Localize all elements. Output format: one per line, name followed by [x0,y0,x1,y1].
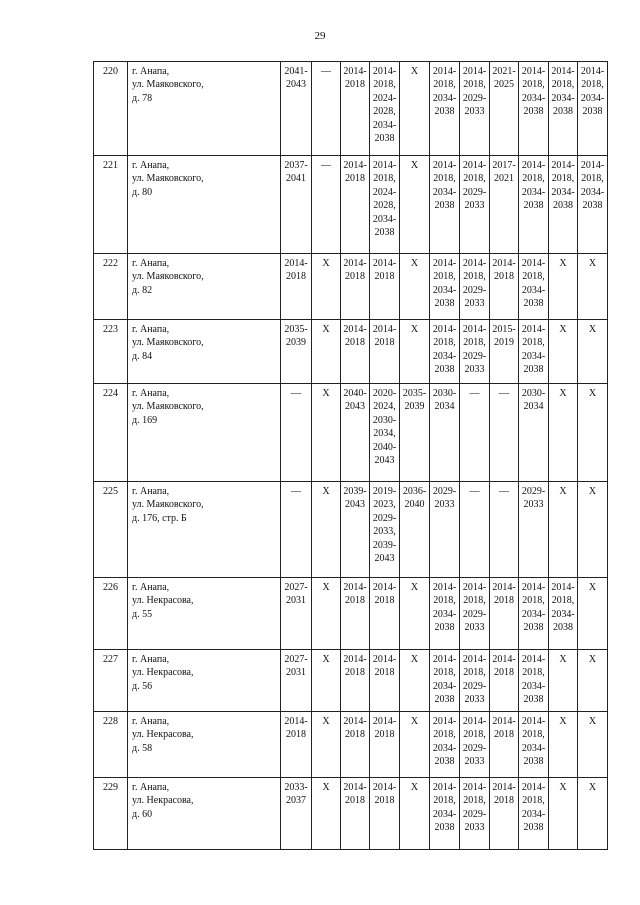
period-cell: X [312,712,341,778]
period-cell: 2014- 2018 [370,578,400,650]
period-cell: 2014- 2018, 2034- 2038 [430,650,460,712]
period-cell: X [400,650,430,712]
period-cell: 2014- 2018 [490,254,519,320]
period-cell: 2027- 2031 [281,578,312,650]
address-cell: г. Анапа, ул. Маяковского, д. 78 [128,62,281,156]
period-cell: 2014- 2018 [370,254,400,320]
row-number-cell: 226 [94,578,128,650]
period-cell: 2014- 2018, 2034- 2038 [578,62,608,156]
period-cell: 2014- 2018 [341,156,370,254]
period-cell: X [578,254,608,320]
period-cell: X [549,384,578,482]
address-cell: г. Анапа, ул. Маяковского, д. 80 [128,156,281,254]
period-cell: X [400,320,430,384]
period-cell: 2014- 2018, 2029- 2033 [460,712,490,778]
row-number-cell: 227 [94,650,128,712]
row-number-cell: 220 [94,62,128,156]
period-cell: 2014- 2018 [281,254,312,320]
period-cell: — [281,482,312,578]
period-cell: 2035- 2039 [281,320,312,384]
period-cell: X [312,650,341,712]
period-cell: — [490,384,519,482]
period-cell: 2039- 2043 [341,482,370,578]
period-cell: X [578,320,608,384]
period-cell: 2014- 2018, 2034- 2038 [578,156,608,254]
period-cell: X [549,320,578,384]
period-cell: — [460,482,490,578]
period-cell: 2033- 2037 [281,778,312,850]
period-cell: 2014- 2018, 2024- 2028, 2034- 2038 [370,62,400,156]
period-cell: 2014- 2018 [370,650,400,712]
period-cell: 2019- 2023, 2029- 2033, 2039- 2043 [370,482,400,578]
period-cell: — [281,384,312,482]
period-cell: 2014- 2018 [341,712,370,778]
period-cell: X [549,712,578,778]
period-cell: 2014- 2018, 2034- 2038 [519,320,549,384]
period-cell: 2014- 2018 [490,650,519,712]
period-cell: X [400,712,430,778]
period-cell: 2027- 2031 [281,650,312,712]
period-cell: X [578,712,608,778]
period-cell: X [549,778,578,850]
table-body [94,62,608,850]
address-cell: г. Анапа, ул. Некрасова, д. 55 [128,578,281,650]
period-cell: 2014- 2018, 2029- 2033 [460,320,490,384]
period-cell: X [400,778,430,850]
period-cell: 2029- 2033 [519,482,549,578]
period-cell: 2014- 2018 [341,254,370,320]
period-cell: 2014- 2018, 2034- 2038 [430,578,460,650]
period-cell: 2041- 2043 [281,62,312,156]
period-cell: 2014- 2018 [341,62,370,156]
row-number-cell: 228 [94,712,128,778]
period-cell: X [312,254,341,320]
period-cell: X [578,384,608,482]
period-cell: 2014- 2018 [341,578,370,650]
table-row [94,482,608,578]
address-cell: г. Анапа, ул. Маяковского, д. 176, стр. Б [128,482,281,578]
period-cell: X [549,650,578,712]
period-cell: 2014- 2018 [490,778,519,850]
period-cell: 2014- 2018, 2034- 2038 [519,62,549,156]
period-cell: 2035- 2039 [400,384,430,482]
address-cell: г. Анапа, ул. Маяковского, д. 82 [128,254,281,320]
period-cell: 2014- 2018, 2029- 2033 [460,254,490,320]
period-cell: X [400,578,430,650]
period-cell: X [312,320,341,384]
address-cell: г. Анапа, ул. Маяковского, д. 84 [128,320,281,384]
period-cell: X [578,578,608,650]
period-cell: 2014- 2018 [281,712,312,778]
page-number: 29 [314,30,326,42]
table-row [94,712,608,778]
table-row [94,62,608,156]
period-cell: 2014- 2018 [341,320,370,384]
period-cell: X [578,778,608,850]
period-cell: 2014- 2018, 2034- 2038 [519,578,549,650]
period-cell: X [400,254,430,320]
period-cell: 2014- 2018, 2034- 2038 [519,712,549,778]
row-number-cell: 222 [94,254,128,320]
period-cell: 2014- 2018, 2034- 2038 [519,156,549,254]
period-cell: 2014- 2018 [341,778,370,850]
period-cell: X [312,384,341,482]
table-row [94,578,608,650]
period-cell: 2014- 2018, 2029- 2033 [460,778,490,850]
period-cell: 2014- 2018, 2034- 2038 [549,62,578,156]
period-cell: X [400,156,430,254]
period-cell: X [312,482,341,578]
period-cell: 2014- 2018, 2034- 2038 [430,712,460,778]
period-cell: 2014- 2018, 2034- 2038 [430,254,460,320]
row-number-cell: 224 [94,384,128,482]
table-row [94,384,608,482]
period-cell: — [460,384,490,482]
address-cell: г. Анапа, ул. Маяковского, д. 169 [128,384,281,482]
period-cell: X [578,650,608,712]
period-cell: 2014- 2018, 2034- 2038 [549,156,578,254]
period-cell: 2014- 2018, 2034- 2038 [549,578,578,650]
period-cell: 2014- 2018, 2029- 2033 [460,62,490,156]
period-cell: 2014- 2018 [490,712,519,778]
period-cell: 2040- 2043 [341,384,370,482]
period-cell: X [549,254,578,320]
row-number-cell: 225 [94,482,128,578]
period-cell: 2014- 2018, 2029- 2033 [460,156,490,254]
table-row [94,156,608,254]
period-cell: 2014- 2018, 2034- 2038 [519,778,549,850]
period-cell: 2014- 2018, 2034- 2038 [430,156,460,254]
period-cell: 2014- 2018, 2034- 2038 [519,254,549,320]
period-cell: 2014- 2018 [490,578,519,650]
row-number-cell: 221 [94,156,128,254]
address-cell: г. Анапа, ул. Некрасова, д. 60 [128,778,281,850]
period-cell: X [549,482,578,578]
period-cell: 2014- 2018, 2034- 2038 [430,320,460,384]
period-cell: — [312,62,341,156]
period-cell: 2029- 2033 [430,482,460,578]
period-cell: X [400,62,430,156]
period-cell: 2014- 2018 [370,712,400,778]
schedule-table [93,61,608,850]
period-cell: 2014- 2018 [370,320,400,384]
period-cell: 2021- 2025 [490,62,519,156]
period-cell: X [312,778,341,850]
table-row [94,254,608,320]
period-cell: 2014- 2018, 2024- 2028, 2034- 2038 [370,156,400,254]
period-cell: X [312,578,341,650]
period-cell: 2014- 2018, 2029- 2033 [460,578,490,650]
address-cell: г. Анапа, ул. Некрасова, д. 56 [128,650,281,712]
table-row [94,320,608,384]
address-cell: г. Анапа, ул. Некрасова, д. 58 [128,712,281,778]
period-cell: 2036- 2040 [400,482,430,578]
period-cell: 2030- 2034 [430,384,460,482]
period-cell: X [578,482,608,578]
period-cell: 2014- 2018 [370,778,400,850]
period-cell: 2014- 2018, 2034- 2038 [430,62,460,156]
period-cell: 2014- 2018, 2029- 2033 [460,650,490,712]
period-cell: 2020- 2024, 2030- 2034, 2040- 2043 [370,384,400,482]
period-cell: — [490,482,519,578]
period-cell: 2015- 2019 [490,320,519,384]
period-cell: 2030- 2034 [519,384,549,482]
period-cell: 2014- 2018, 2034- 2038 [519,650,549,712]
period-cell: 2017- 2021 [490,156,519,254]
period-cell: 2014- 2018, 2034- 2038 [430,778,460,850]
row-number-cell: 229 [94,778,128,850]
period-cell: 2037- 2041 [281,156,312,254]
row-number-cell: 223 [94,320,128,384]
period-cell: 2014- 2018 [341,650,370,712]
table-row [94,778,608,850]
table-row [94,650,608,712]
period-cell: — [312,156,341,254]
